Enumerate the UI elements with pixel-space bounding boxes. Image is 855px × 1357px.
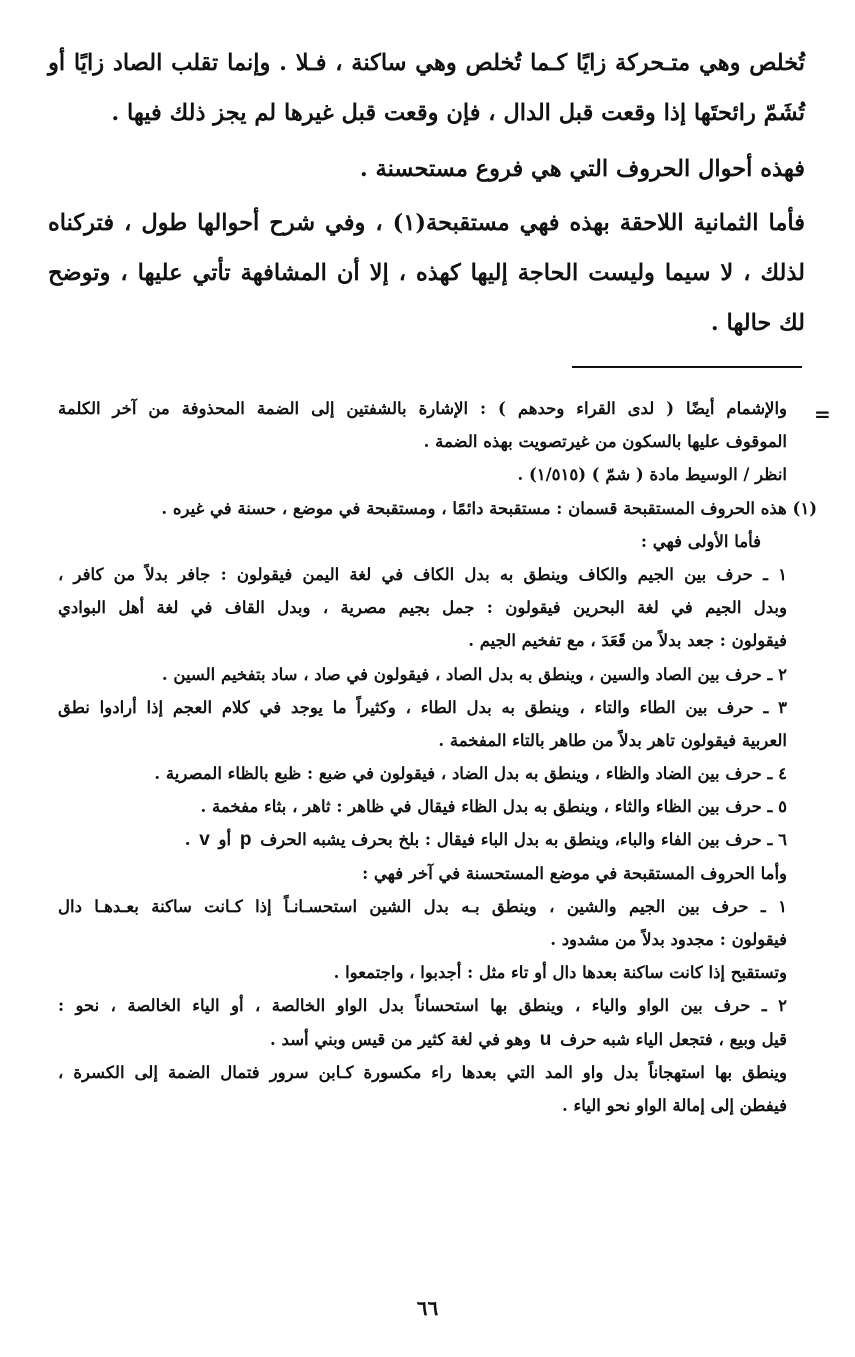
- note-line: ٣ ـ حرف بين الطاء والتاء ، وينطق به بدل الطاء ، وكثيراً ما يوجد في كلام العجم إذا أرادوا نطق: [58, 697, 787, 717]
- note-line-with-latin: ٦ ـ حرف بين الفاء والباء، وينطق به بدل الباء فيقال : بلخ بحرف يشبه الحرف p أو v .: [184, 829, 787, 851]
- note-line: الموقوف عليها بالسكون من غيرتصويت بهذه الضمة .: [423, 432, 787, 452]
- footnote-separator: [572, 366, 802, 368]
- note-text: ٦ ـ حرف بين الفاء والباء، وينطق به بدل الباء فيقال : بلخ بحرف يشبه الحرف: [260, 830, 787, 850]
- note-text: قيل وبيع ، فتجعل الياء شبه حرف: [560, 1029, 787, 1049]
- note-line: انظر / الوسيط مادة ( شمّ ) (١/٥١٥) .: [517, 465, 787, 485]
- main-paragraph-3: فأما الثمانية اللاحقة بهذه فهي مستقبحة(١) ، وفي شرح أحوالها طول ، فتركناه لذلك ، لا سيما وليست الحاجة إليها كهذه ، إلا أن المشافهة تأتي عليها ، وتوضح لك حالها .: [48, 210, 805, 336]
- note-line: وأما الحروف المستقبحة في موضع المستحسنة في آخر فهي :: [362, 863, 787, 883]
- note-line-with-latin: [58, 1023, 787, 1056]
- note-line: والإشمام أيضًا ( لدى القراء وحدهم ) : الإشارة بالشفتين إلى الضمة المحذوفة من آخر الكلمة: [58, 399, 787, 418]
- note-line: وتستقبح إذا كانت ساكنة بعدها دال أو تاء مثل : أجدبوا ، واجتمعوا .: [333, 963, 787, 983]
- note-line: العربية فيقولون تاهر بدلاً من طاهر بالتاء المفخمة .: [438, 730, 787, 750]
- main-paragraph-1: تُخلص وهي متـحركة زايًا كـما تُخلص وهي ساكنة ، فـلا . وإنما تقلب الصاد زايًا أو تُشَمّ رائحتَها إذا وقعت قبل الدال ، فإن وقعت قبل غيرها لم يجز ذلك فيها .: [48, 50, 805, 126]
- note-line: ١ ـ حرف بين الجيم والكاف وينطق به بدل الكاف في لغة اليمن فيقولون : جافر بدلاً من كافر ،: [58, 564, 787, 584]
- note-line: فيقولون : مجدود بدلاً من مشدود .: [550, 930, 787, 949]
- footnotes: [58, 392, 817, 1122]
- footnote-1-line: (١) هذه الحروف المستقبحة قسمان : مستقبحة دائمًا ، ومستقبحة في موضع ، حسنة في غيره .: [161, 498, 817, 518]
- note-line: ٤ ـ حرف بين الضاد والظاء ، وينطق به بدل الضاد ، فيقولون في ضبع : ظبع بالظاء المصرية .: [154, 764, 787, 784]
- note-line: ٥ ـ حرف بين الظاء والثاء ، وينطق به بدل الظاء فيقال في ظاهر : ثاهر ، بثاء مفخمة .: [200, 797, 787, 817]
- latin-letter-u: u: [539, 1028, 552, 1050]
- note-line: ١ ـ حرف بين الجيم والشين ، وينطق بـه بدل الشين استحسـانـاً إذا كـانت ساكنة بعـدهـا دال: [58, 896, 787, 916]
- note-line: فيقولون : جعد بدلاً من قَعَدَ ، مع تفخيم الجيم .: [468, 631, 787, 651]
- latin-letter-v: v: [199, 829, 210, 851]
- note-line: ٢ ـ حرف بين الواو والياء ، وينطق بها استحساناً بدل الواو الخالصة ، أو الياء الخالصة ، نحو :: [58, 996, 787, 1016]
- note-text: وهو في لغة كثير من قيس وبني أسد .: [270, 1029, 531, 1049]
- note-line: ٢ ـ حرف بين الصاد والسين ، وينطق به بدل الصاد ، فيقولون في صاد ، ساد بتفخيم السين .: [161, 664, 787, 684]
- note-line: فيفطن إلى إمالة الواو نحو الياء .: [561, 1095, 787, 1115]
- main-text: [48, 38, 805, 348]
- latin-letter-p: p: [239, 829, 252, 851]
- page-number: ٦٦: [416, 1296, 439, 1320]
- main-paragraph-2: فهذه أحوال الحروف التي هي فروع مستحسنة .: [359, 156, 805, 182]
- note-line: وينطق بها استهجاناً بدل واو المد التي بعدها راء مكسورة كـابن سرور فتمال الضمة إلى الكسرة ،: [58, 1062, 787, 1082]
- note-line: وبدل الجيم في لغة البحرين فيقولون : جمل بجيم مصرية ، وبدل القاف في لغة أهل البوادي: [58, 598, 787, 618]
- note-heading: فأما الأولى فهي :: [640, 531, 761, 551]
- note-text: أو: [218, 830, 232, 850]
- continuation-mark: =: [814, 402, 831, 426]
